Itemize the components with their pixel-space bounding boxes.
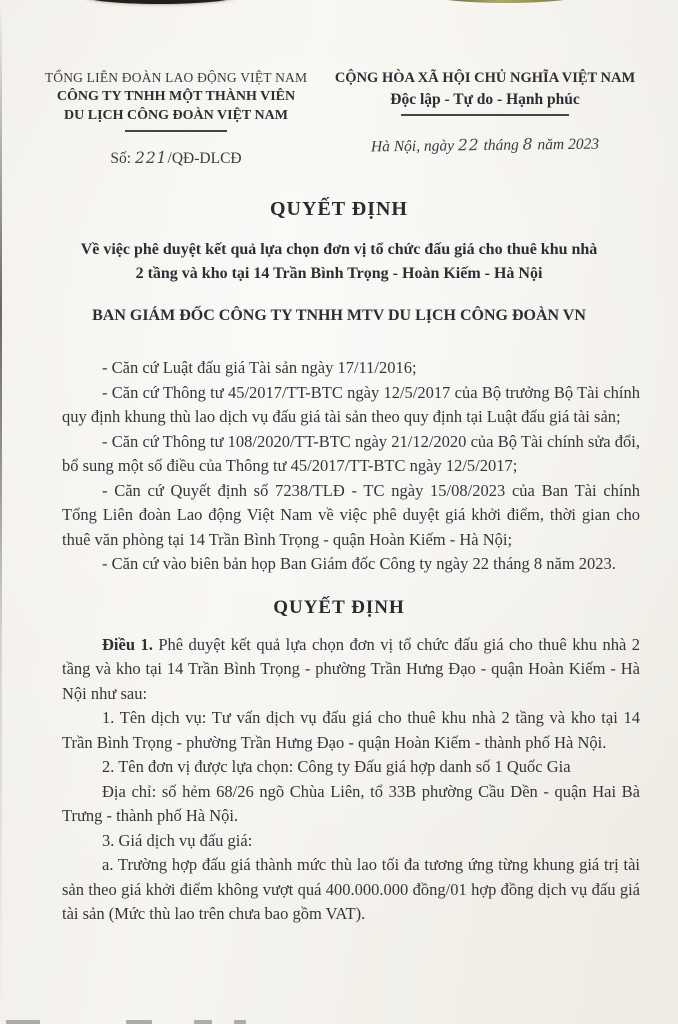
national-motto: Độc lập - Tự do - Hạnh phúc (390, 91, 580, 108)
article-1-item: Địa chỉ: số hẻm 68/26 ngõ Chùa Liên, tổ 33B phường Cầu Dền - quận Hai Bà Trưng - thành phố Hà Nội. (62, 781, 640, 825)
company-name-line2: DU LỊCH CÔNG ĐOÀN VIỆT NAM (64, 108, 288, 123)
decision-title: QUYẾT ĐỊNH (270, 198, 408, 220)
text-fragment (6, 1020, 40, 1024)
article-1-item: 1. Tên dịch vụ: Tư vấn dịch vụ đấu giá cho thuê khu nhà 2 tầng và kho tại 14 Trần Bình Trọng - phường Trần Hưng Đạo - quận Hoàn Kiếm - thành phố Hà Nội. (62, 708, 640, 752)
decision-subject-line2: 2 tầng và kho tại 14 Trần Bình Trọng - Hoàn Kiếm - Hà Nội (135, 265, 543, 282)
date-suffix: năm 2023 (533, 135, 600, 154)
article-1-item: 2. Tên đơn vị được lựa chọn: Công ty Đấu giá hợp danh số 1 Quốc Gia (102, 757, 571, 776)
decision-subject (0, 238, 678, 286)
text-fragment (234, 1020, 246, 1024)
preamble-clause: - Căn cứ Quyết định số 7238/TLĐ - TC ngày 15/08/2023 của Ban Tài chính Tổng Liên đoàn Lao động Việt Nam về việc phê duyệt giá khởi điểm, thời gian cho thuê văn phòng tại 14 Trần Bình Trọng - quận Hoàn Kiếm - Hà Nội; (62, 480, 640, 549)
org-underline (125, 130, 227, 132)
decision-issuer: BAN GIÁM ĐỐC CÔNG TY TNHH MTV DU LỊCH CÔNG ĐOÀN VN (92, 307, 586, 324)
company-name-line1: CÔNG TY TNHH MỘT THÀNH VIÊN (56, 89, 296, 104)
article-1-item: a. Trường hợp đấu giá thành mức thù lao tối đa tương ứng từng khung giá trị tài sản theo giá khởi điểm không vượt quá 400.000.000 đồng/01 hợp đồng dịch vụ đấu giá tài sản (Mức thù lao trên chưa bao gồm VAT). (62, 855, 640, 923)
date-prefix: Hà Nội, ngày (370, 137, 459, 156)
text-fragment (194, 1020, 212, 1024)
paper-edge-shadow (0, 0, 2, 1024)
article-1 (62, 633, 640, 707)
document-number-handwritten: 221 (134, 149, 168, 167)
text-fragment (126, 1020, 152, 1024)
national-header: CỘNG HÒA XÃ HỘI CHỦ NGHĨA VIỆT NAM (334, 70, 636, 86)
date-mid: tháng (479, 136, 523, 155)
date-day-handwritten: 22 (457, 136, 480, 155)
document-number (30, 149, 322, 168)
article-1-item: 3. Giá dịch vụ đấu giá: (102, 830, 253, 850)
national-motto-block (322, 70, 648, 168)
cut-off-next-line-fragment (6, 1019, 266, 1024)
preamble-clause: - Căn cứ Thông tư 45/2017/TT-BTC ngày 12/5/2017 của Bộ trưởng Bộ Tài chính quy định khung thù lao dịch vụ đấu giá tài sản theo quy định tại Luật đấu giá tài sản; (62, 382, 640, 426)
document-number-prefix: Số: (110, 150, 135, 167)
article-1-label: Điều 1. (102, 634, 153, 654)
date-month-handwritten: 8 (522, 135, 534, 154)
place-date-line (322, 134, 648, 157)
preamble-clause: - Căn cứ Thông tư 108/2020/TT-BTC ngày 21/12/2020 của Bộ Tài chính sửa đổi, bổ sung một số điều của Thông tư 45/2017/TT-BTC ngày 12/5/2017; (62, 431, 640, 475)
preamble-clause: - Căn cứ vào biên bản họp Ban Giám đốc Công ty ngày 22 tháng 8 năm 2023. (102, 554, 616, 573)
document-header (0, 0, 678, 168)
articles-section (0, 633, 678, 927)
preamble-clause: - Căn cứ Luật đấu giá Tài sản ngày 17/11/2016; (102, 358, 417, 377)
preamble-section (0, 356, 678, 577)
decision-subject-line1: Về việc phê duyệt kết quả lựa chọn đơn vị tổ chức đấu giá cho thuê khu nhà (80, 241, 598, 258)
motto-underline (401, 114, 569, 116)
article-1-text: Phê duyệt kết quả lựa chọn đơn vị tổ chức đấu giá cho thuê khu nhà 2 tầng và kho tại 14 Trần Bình Trọng - phường Trần Hưng Đạo - quận Hoàn Kiếm - Hà Nội như sau: (62, 634, 640, 703)
decision-section-heading: QUYẾT ĐỊNH (273, 596, 405, 618)
issuing-org-block (0, 70, 322, 168)
parent-org-name: TỔNG LIÊN ĐOÀN LAO ĐỘNG VIỆT NAM (44, 70, 308, 85)
document-number-suffix: /QĐ-DLCĐ (167, 150, 242, 167)
